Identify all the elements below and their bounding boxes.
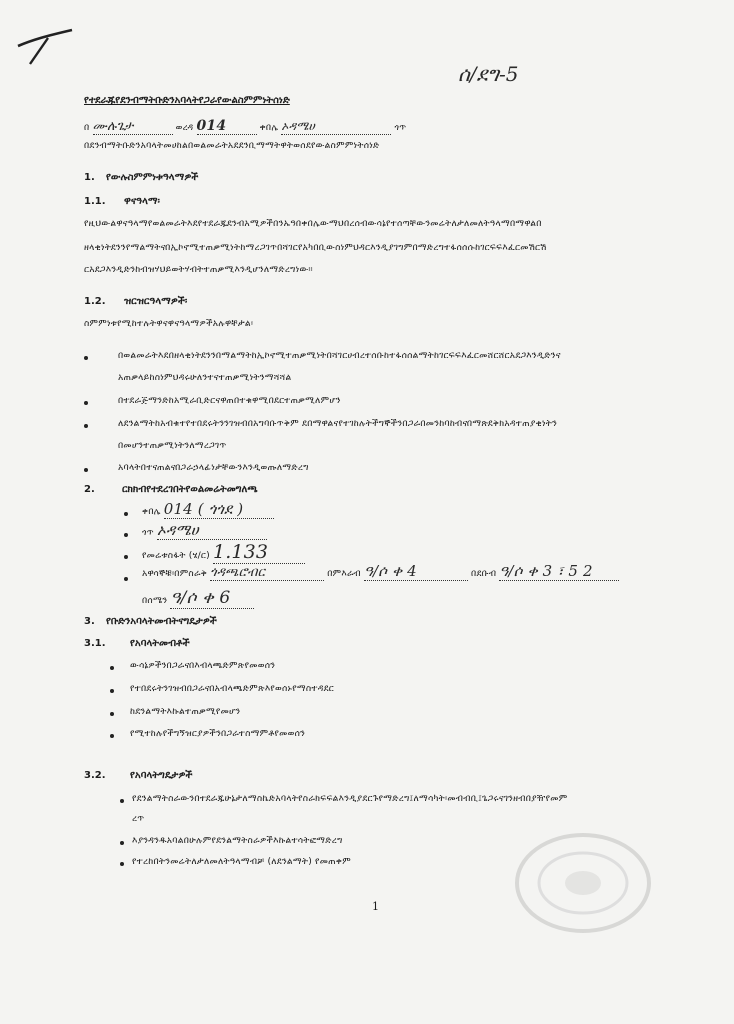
west-label: በምእራብ	[327, 568, 361, 579]
section-3-1-title: የአባላትመብቶች	[130, 638, 190, 649]
section-1-1-number: 1.1.	[84, 196, 106, 207]
area-label: የመሬቱስፋት (ሄ/ር)	[142, 550, 210, 561]
page-number: 1	[372, 900, 379, 913]
east-value: ጎዳጫሮብር	[210, 565, 324, 581]
west-value: ዓ/ሶ ቀ 4	[364, 562, 468, 581]
section-1-2-lead: ስምምነቱየሚከተሉትዋናዋናዓላማዎችአሉዋቸታል፡	[84, 318, 254, 329]
section-1-1-line-2: ዘላቂነትደንንየማልማትናበኢኮኖሚተጠቃሚነትከማረጋገጥበሻገርየአካበቢውስነምህዳርእንዲያገግምበማድረግተፋሰሰሱከገርፍፍእፈርመሽርሽ	[84, 242, 547, 253]
section-1-2-bullet-2: በተደራጅማንድከአሚራቢድርናዋጠበተቁዋሚበደርተጠቃሚለምሆን	[118, 395, 341, 406]
section-3-1-number: 3.1.	[84, 638, 106, 649]
section-2-title: ርክክብየተደረገበትየወልመሬትመግለጫ	[122, 484, 258, 495]
section-1-2-bullet-3-line-2: በመሆንተጠቃሚነትንለማረጋገጥ	[118, 440, 227, 451]
bullet-dot	[120, 862, 124, 866]
bullet-dot	[124, 512, 128, 516]
north-label: በደቡብ	[471, 568, 497, 579]
section-2-number: 2.	[84, 484, 95, 495]
kebele-value: 014 ( ጎጎደ )	[164, 500, 274, 519]
intro-kebele-value: ኦዳሜሀ	[281, 119, 391, 135]
section-1-2-bullet-4: አባላትበተናጠልናበጋራኃላፊነታቸውንእንዲወጡለማድረግ	[118, 462, 309, 473]
bullet-dot	[120, 841, 124, 845]
section-1-1-line-3: ርአደጋእንዲድንከብዝሃህይወትሃብትተጠቃሚእንዲሆንለማድረግነው።	[84, 264, 313, 275]
bullet-dot	[110, 689, 114, 693]
bullet-dot	[84, 468, 88, 472]
bullet-dot	[84, 356, 88, 360]
intro-kebele-label: ቀበሌ	[259, 122, 279, 133]
got-label: ጎጥ	[142, 527, 154, 538]
section-3-2-bullet-2: እያንዳንዱአባልበሁሉምየደንልማትስራዎችእኩልተሳትፎማድረግ	[132, 835, 343, 846]
section-3-1-bullet-1: ውሳኔዎችንበጋራናበእብላጫድምጽየመወሰን	[130, 660, 276, 671]
section-1-title: የውሉስምምነቱዓላማዎች	[106, 172, 199, 183]
section-3-2-bullet-3: የተረከበትንመሬትለታለመለትዓላማብቻ (ለደንልማት) የመጠቀም	[132, 856, 351, 867]
intro-suffix: ጎጥ	[394, 122, 407, 133]
bullet-dot	[110, 734, 114, 738]
bullet-dot	[120, 799, 124, 803]
intro-prefix: በ	[84, 122, 90, 133]
section-3-number: 3.	[84, 616, 95, 627]
bullet-dot	[84, 401, 88, 405]
section-1-1-title: ዋናዓላማ፡	[124, 196, 160, 207]
section-1-2-bullet-1-line-2: አጠቃላይከስነምህዳሩሁለንተናተጠቃሚነትንማሻሻል	[118, 372, 292, 383]
bounds-field	[142, 562, 619, 581]
south-field	[142, 588, 254, 609]
section-1-2-title: ዝርዝርዓላማዎች፡	[124, 296, 188, 307]
section-1-2-number: 1.2.	[84, 296, 106, 307]
bullet-dot	[84, 424, 88, 428]
section-1-2-bullet-3-line-1: ለደንልማትከአብቁተየተበደሩትንንገዝብበአግባቡጥቅም ደበማዋልናየተገከሉትችግኞችንበጋራበመንከባከብናበማጽደቅክአዳተጠያቂነትን	[118, 418, 558, 429]
bullet-dot	[124, 555, 128, 559]
section-1-number: 1.	[84, 172, 95, 183]
bullet-dot	[110, 666, 114, 670]
section-1-2-bullet-1-line-1: በወልመራትእደበዘላቂነትደንንበማልማትከኢኮኖሚተጠቃሚነትበሻገርሀብረተሰቡከተፋሰሰልማትከገርፍፍእፈርመሸርሸርአደጋእንዲድንና	[118, 350, 561, 361]
south-label: በሰሜን	[142, 595, 168, 606]
bullet-dot	[124, 577, 128, 581]
area-field	[142, 541, 305, 564]
section-3-2-bullet-1-line-2: ረጥ	[132, 813, 145, 824]
section-3-1-bullet-2: የተበደሩትንገዝብበጋራናበአብላጫድምጽእየወሰኑየማስተዳደር	[130, 683, 334, 694]
intro-line-1	[84, 118, 406, 135]
section-3-1-bullet-3: ከደንልማትእኩልተጠቃሚየመሆን	[130, 706, 241, 717]
section-3-2-title: የአባላትግዴታዎች	[130, 770, 193, 781]
intro-name: ሙሉጌታ	[93, 119, 173, 135]
got-field	[142, 521, 267, 540]
bounds-label: አዋሳኞቹ፡በምስራቅ	[142, 568, 208, 579]
kebele-field	[142, 500, 274, 519]
bullet-dot	[124, 533, 128, 537]
section-3-1-bullet-4: የሚተከሉየችግኝዝርያዎችንበጋራተስማምቶየመወሰን	[130, 728, 306, 739]
area-value: 1.133	[213, 541, 305, 564]
intro-woreda-label: ወረዳ	[175, 122, 194, 133]
intro-woreda-value: 014	[197, 118, 257, 135]
got-value: ኦዳሜሀ	[157, 521, 267, 540]
section-3-2-bullet-1-line-1: የደንልማትስራውንበተደራጁሁኔታለማስኬድአባላትየስራክፍፍልእንዲያደርጉየማድረግ፤ለማሳካት፡መብብቢ፤ጌጋሩናገንዘብበያዥየመም	[132, 793, 568, 804]
corner-note: ሰ/ደግ-5	[458, 62, 519, 86]
section-3-title: የቡድንአባላትመብትናግዴታዎች	[106, 616, 217, 627]
section-1-1-line-1: የዚህውልዋናዓላማየወልመራትእደየተደራጁደንብአሚዎችበንኡዓበቀበሌውማህበረሰብውሳኔየተሰጣቸውንመሬትለታለመለትዓላማበማዋልበ	[84, 218, 542, 229]
pen-stroke-mark	[14, 26, 76, 66]
intro-line-2: በደንብማትቡድንአባላትመሀከልበወልመራትአደደንቢማማትዋትወሰደየውልስምምነትሰነድ	[84, 140, 380, 151]
section-3-2-number: 3.2.	[84, 770, 106, 781]
document-title: የተደራጁየደንብማትቡድንአባላትየጋራየውልስምምነትሰነድ	[84, 95, 290, 106]
south-value: ዓ/ሶ ቀ 6	[170, 588, 254, 609]
faded-seal-stamp	[508, 828, 658, 938]
bullet-dot	[110, 712, 114, 716]
north-value: ዓ/ሶ ቀ 3 ፣ 5 2	[499, 562, 619, 581]
kebele-label: ቀበሌ	[142, 506, 161, 517]
